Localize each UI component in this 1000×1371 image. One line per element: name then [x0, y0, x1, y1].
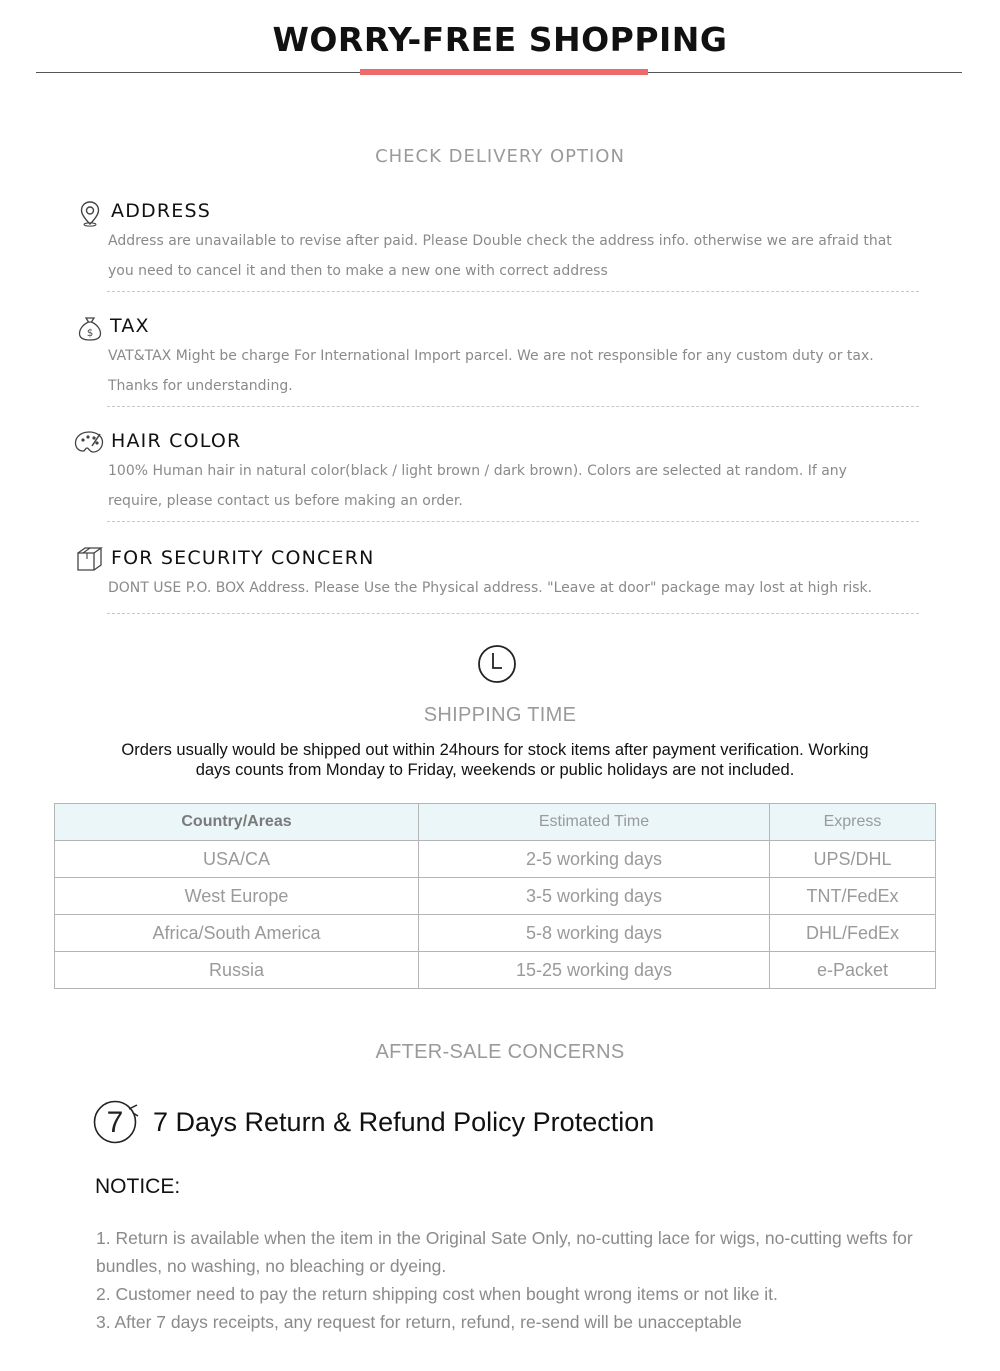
table-cell-express: DHL/FedEx	[770, 915, 936, 952]
address-desc-line: Address are unavailable to revise after paid. Please Double check the address info. otherwise we are afraid that	[108, 233, 892, 249]
section-divider	[107, 406, 919, 407]
tax-desc-line: Thanks for understanding.	[108, 378, 293, 394]
table-cell-country: West Europe	[55, 878, 419, 915]
security-concern-description	[108, 573, 923, 603]
column-header-estimated-time: Estimated Time	[419, 804, 770, 841]
title-accent-bar	[360, 69, 648, 75]
svg-text:$: $	[86, 328, 94, 339]
shipping-note	[60, 740, 930, 780]
column-header-country: Country/Areas	[55, 804, 419, 841]
hair-color-desc-line: require, please contact us before making an order.	[108, 493, 463, 509]
table-cell-country: Africa/South America	[55, 915, 419, 952]
hair-color-description	[108, 456, 923, 516]
table-cell-time: 2-5 working days	[419, 841, 770, 878]
notice-label: NOTICE:	[95, 1175, 181, 1198]
table-cell-time: 3-5 working days	[419, 878, 770, 915]
seven-days-icon	[93, 1099, 139, 1145]
table-cell-country: USA/CA	[55, 841, 419, 878]
address-title: ADDRESS	[111, 200, 211, 222]
column-header-express: Express	[770, 804, 936, 841]
package-box-icon	[75, 545, 105, 573]
table-row	[55, 841, 936, 878]
table-cell-express: e-Packet	[770, 952, 936, 989]
shipping-note-line: Orders usually would be shipped out within 24hours for stock items after payment verification. Working	[121, 741, 869, 759]
table-row	[55, 915, 936, 952]
section-divider	[107, 291, 919, 292]
table-cell-time: 15-25 working days	[419, 952, 770, 989]
shipping-time-table	[54, 803, 936, 989]
table-header-row	[55, 804, 936, 841]
table-cell-express: TNT/FedEx	[770, 878, 936, 915]
table-cell-express: UPS/DHL	[770, 841, 936, 878]
clock-icon	[477, 644, 517, 684]
tax-desc-line: VAT&TAX Might be charge For International Import parcel. We are not responsible for any custom duty or tax.	[108, 348, 874, 364]
list-item: 2. Customer need to pay the return shipping cost when bought wrong items or not like it.	[96, 1284, 778, 1304]
notice-list	[96, 1224, 966, 1336]
section-divider	[107, 613, 919, 614]
address-description	[108, 226, 923, 286]
shipping-note-line: days counts from Monday to Friday, weekends or public holidays are not included.	[195, 761, 795, 779]
address-desc-line: you need to cancel it and then to make a new one with correct address	[108, 263, 608, 279]
table-cell-country: Russia	[55, 952, 419, 989]
hair-color-desc-line: 100% Human hair in natural color(black / light brown / dark brown). Colors are selected at random. If any	[108, 463, 847, 479]
tax-description	[108, 341, 923, 401]
shipping-section-heading: SHIPPING TIME	[423, 704, 577, 726]
table-cell-time: 5-8 working days	[419, 915, 770, 952]
money-bag-icon	[76, 314, 104, 342]
section-divider	[107, 521, 919, 522]
list-item: 1. Return is available when the item in the Original Sate Only, no-cutting lace for wigs, no-cutting wefts for bundles, no washing, no bleaching or dyeing.	[96, 1228, 913, 1276]
hair-color-title: HAIR COLOR	[111, 430, 242, 452]
table-row	[55, 878, 936, 915]
color-palette-icon	[73, 428, 105, 456]
policy-title: 7 Days Return & Refund Policy Protection	[153, 1107, 655, 1137]
table-row	[55, 952, 936, 989]
security-desc-line: DONT USE P.O. BOX Address. Please Use the Physical address. "Leave at door" package may lost at high risk.	[108, 580, 873, 596]
tax-title: TAX	[110, 315, 150, 337]
delivery-section-heading: CHECK DELIVERY OPTION	[375, 146, 625, 167]
security-concern-title: FOR SECURITY CONCERN	[111, 547, 375, 569]
location-pin-icon	[76, 199, 104, 227]
seven-days-icon-numeral: 7	[106, 1106, 124, 1139]
page-title: WORRY-FREE SHOPPING	[272, 20, 728, 59]
after-sale-section-heading: AFTER-SALE CONCERNS	[375, 1041, 625, 1063]
list-item: 3. After 7 days receipts, any request for return, refund, re-send will be unacceptable	[96, 1312, 742, 1332]
